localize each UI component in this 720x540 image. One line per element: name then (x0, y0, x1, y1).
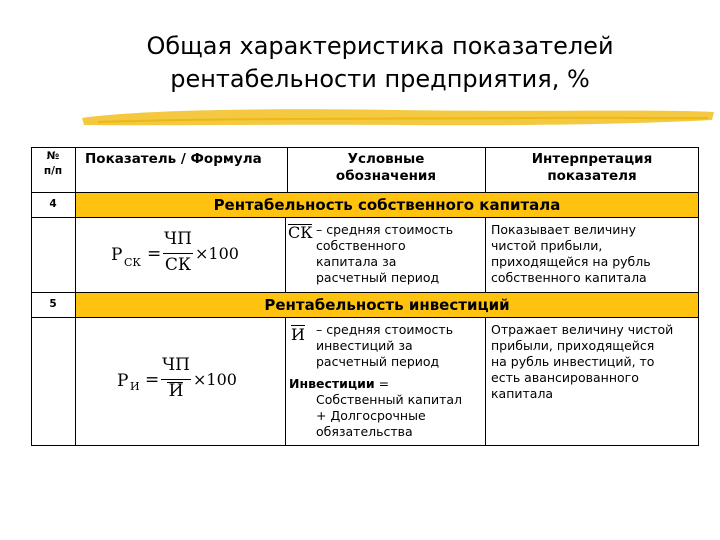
formula-lhs-sub: И (130, 380, 140, 393)
investments-definition-line: + Долгосрочные (316, 408, 426, 423)
interpretation-line: есть авансированного (491, 370, 639, 385)
table-rule (31, 292, 699, 293)
table-border-left (31, 147, 32, 446)
header-number-line-1: № (46, 150, 60, 162)
formula-lhs: Р (117, 371, 129, 391)
indicators-table (31, 147, 699, 446)
header-interpretation-line-1: Интерпретация (531, 151, 653, 167)
investments-definition (289, 376, 489, 440)
header-symbols-line-1: Условные (347, 151, 425, 167)
formula-eq: = (147, 244, 162, 264)
investments-term: Инвестиции (289, 376, 375, 391)
interpretation-line: собственного капитала (491, 270, 647, 285)
table-column-rule (75, 147, 76, 446)
interpretation-line: Показывает величину (491, 222, 636, 237)
interpretation-line: на рубль инвестиций, то (491, 354, 655, 369)
formula-eq: = (145, 370, 160, 390)
table-column-rule (485, 317, 486, 446)
table-column-rule (285, 217, 286, 293)
investments-definition-line: Собственный капитал (316, 392, 463, 407)
symbol-description-investments (316, 322, 486, 370)
symbol-mark-equity (288, 219, 318, 243)
row-number-5: 5 (49, 298, 57, 310)
header-interpretation (485, 151, 699, 191)
formula-times: ×100 (193, 370, 237, 389)
interpretation-line: капитала (491, 386, 554, 401)
table-border-bottom (31, 445, 699, 446)
slide-title (40, 30, 720, 96)
header-number (31, 149, 75, 189)
symbol-line: расчетный период (316, 270, 440, 285)
brush-stroke-decoration (78, 104, 718, 130)
row-number-4: 4 (49, 198, 57, 210)
investments-definition-line: обязательства (316, 424, 413, 439)
table-column-rule (285, 317, 286, 446)
symbol-mark-text: СК (288, 223, 313, 242)
section-title-equity: Рентабельность собственного капитала (213, 196, 561, 214)
formula-return-on-equity (111, 231, 271, 281)
investments-eq: = (374, 376, 390, 391)
table-border-top (31, 147, 699, 148)
symbol-description-equity (316, 222, 486, 286)
header-indicator: Показатель / Формула (85, 151, 262, 167)
formula-numerator: ЧП (164, 229, 192, 249)
header-symbols (287, 151, 485, 191)
title-line-1: Общая характеристика показателей (146, 32, 614, 60)
interpretation-line: Отражает величину чистой (491, 322, 674, 337)
table-column-rule (287, 147, 288, 193)
table-border-right (698, 147, 699, 446)
symbol-line: – средняя стоимость (316, 322, 454, 337)
formula-times: ×100 (195, 244, 239, 263)
title-line-2: рентабельности предприятия, % (170, 65, 590, 93)
formula-numerator: ЧП (162, 355, 190, 375)
interpretation-line: приходящейся на рубль (491, 254, 651, 269)
symbol-line: инвестиций за (316, 338, 413, 353)
table-rule (31, 317, 699, 318)
header-symbols-line-2: обозначения (335, 168, 437, 184)
interpretation-line: чистой прибыли, (491, 238, 603, 253)
symbol-line: расчетный период (316, 354, 440, 369)
formula-lhs: Р (111, 245, 123, 265)
interpretation-investments (491, 322, 699, 402)
table-rule (31, 192, 699, 193)
formula-lhs-sub: СК (124, 256, 141, 269)
symbol-line: собственного (316, 238, 406, 253)
interpretation-equity (491, 222, 699, 286)
formula-return-on-investment (117, 357, 277, 407)
interpretation-line: прибыли, приходящейся (491, 338, 655, 353)
table-column-rule (485, 147, 486, 193)
header-interpretation-line-2: показателя (547, 168, 637, 184)
header-number-line-2: п/п (43, 165, 63, 177)
formula-denominator: И (168, 381, 184, 401)
symbol-mark-investments (291, 321, 315, 343)
formula-denominator: СК (164, 255, 192, 275)
symbol-line: капитала за (316, 254, 397, 269)
table-rule (31, 217, 699, 218)
formula-fraction-line (161, 379, 191, 380)
formula-fraction-line (163, 253, 193, 254)
symbol-line: – средняя стоимость (316, 222, 454, 237)
section-title-investments: Рентабельность инвестиций (264, 296, 510, 314)
table-column-rule (485, 217, 486, 293)
investments-definition-head (289, 376, 489, 392)
symbol-mark-text: И (291, 325, 305, 344)
